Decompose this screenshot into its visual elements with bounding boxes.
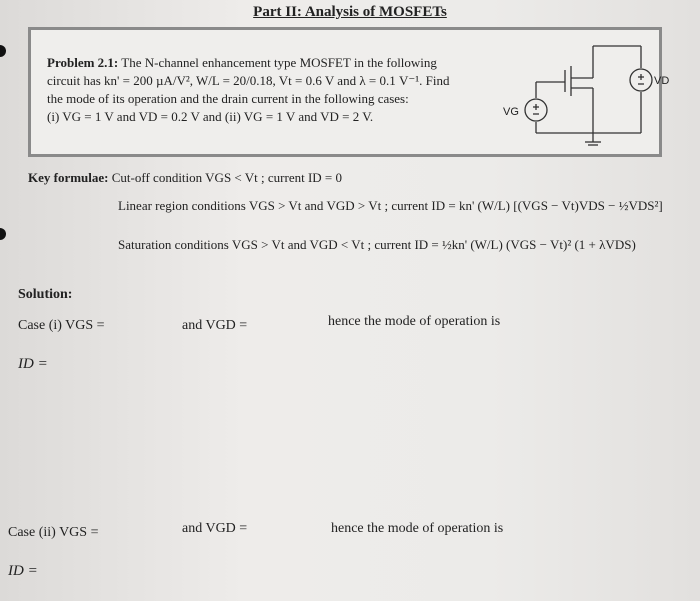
problem-label: Problem 2.1: — [47, 55, 119, 70]
problem-line-1: The N-channel enhancement type MOSFET in the following — [121, 55, 437, 70]
saturation-line — [118, 237, 636, 253]
vg-label: VG — [503, 106, 519, 118]
case-2-vgs: Case (ii) VGS = — [8, 525, 99, 540]
case-2-mode: hence the mode of operation is — [331, 521, 504, 536]
problem-line-4: (i) VG = 1 V and VD = 0.2 V and (ii) VG = 1 V and VD = 2 V. — [47, 109, 374, 124]
linear-region-formula: ID = kn' (W/L) [(VGS − Vt)VDS − ½VDS²] — [431, 198, 663, 213]
cutoff-condition: Cut-off condition VGS < Vt ; current ID = 0 — [111, 170, 342, 185]
saturation-formula: ID = ½kn' (W/L) (VGS − Vt)² (1 + λVDS) — [414, 237, 636, 252]
problem-box — [28, 27, 670, 157]
case-1-mode: hence the mode of operation is — [328, 314, 501, 329]
case-1-vgd: and VGD = — [182, 318, 248, 333]
case-2-vgd: and VGD = — [182, 521, 248, 536]
case-1-drain-current: ID = — [18, 356, 48, 372]
case-1-vgs: Case (i) VGS = — [18, 318, 105, 333]
key-formulae-label: Key formulae: — [28, 170, 109, 185]
page-edge-dot — [0, 45, 6, 57]
linear-region-conditions: Linear region conditions VGS > Vt and VGD > Vt ; current — [118, 198, 429, 213]
mosfet-circuit-diagram — [481, 38, 670, 148]
problem-line-3: the mode of its operation and the drain current in the following cases: — [47, 91, 409, 106]
linear-region-line — [118, 198, 663, 214]
key-formulae-line — [28, 170, 342, 186]
solution-heading: Solution: — [18, 287, 73, 302]
problem-line-2: circuit has kn' = 200 µA/V², W/L = 20/0.18, Vt = 0.6 V and λ = 0.1 V⁻¹. Find — [47, 73, 450, 88]
problem-statement — [47, 54, 477, 126]
case-2-drain-current: ID = — [8, 563, 38, 579]
vd-label: VD — [654, 75, 670, 87]
saturation-conditions: Saturation conditions VGS > Vt and VGD < Vt ; current — [118, 237, 412, 252]
page-edge-dot — [0, 228, 6, 240]
page-title: Part II: Analysis of MOSFETs — [253, 4, 447, 20]
